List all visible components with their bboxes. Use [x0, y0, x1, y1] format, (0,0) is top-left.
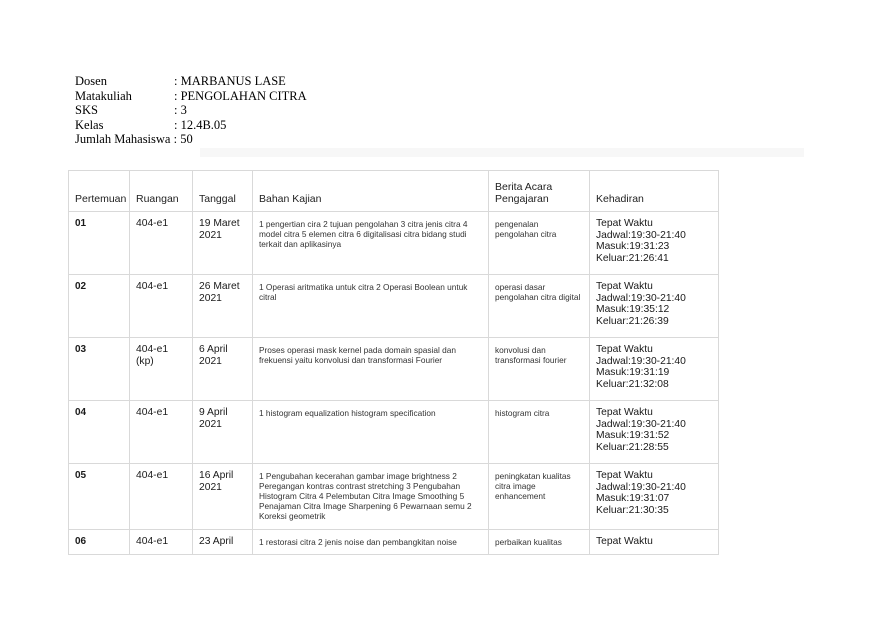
info-value: : 3 [174, 103, 187, 118]
cell-kehadiran [590, 212, 719, 275]
attendance-checkin: Masuk:19:31:07 [596, 493, 670, 505]
cell-kehadiran [590, 530, 719, 555]
col-header-tanggal: Tanggal [193, 171, 253, 212]
cell-tanggal: 23 April [193, 530, 253, 555]
cell-bahan-kajian: 1 pengertian cira 2 tujuan pengolahan 3 citra jenis citra 4 model citra 5 elemen citra 6 digitalisasi citra bidang studi terkait dan aplikasinya [253, 212, 489, 275]
cell-bahan-kajian: 1 Operasi aritmatika untuk citra 2 Operasi Boolean untuk citral [253, 275, 489, 338]
attendance-schedule: Jadwal:19:30-21:40 [596, 355, 686, 367]
cell-ruangan: 404-e1 [130, 401, 193, 464]
info-row-dosen [75, 74, 307, 89]
info-label: Dosen [75, 74, 107, 88]
cell-kehadiran [590, 338, 719, 401]
cell-ruangan: 404-e1 [130, 275, 193, 338]
cell-bahan-kajian: Proses operasi mask kernel pada domain spasial dan frekuensi yaitu konvolusi dan transformasi Fourier [253, 338, 489, 401]
table-header-row [69, 171, 719, 212]
col-header-ruangan: Ruangan [130, 171, 193, 212]
attendance-checkin: Masuk:19:31:19 [596, 367, 670, 379]
attendance-checkout: Keluar:21:30:35 [596, 504, 669, 516]
table-row [69, 275, 719, 338]
cell-ruangan: 404-e1 [130, 212, 193, 275]
attendance-status: Tepat Waktu [596, 470, 653, 481]
attendance-status: Tepat Waktu [596, 407, 653, 418]
info-label: Jumlah Mahasiswa [75, 132, 171, 147]
table-row [69, 212, 719, 275]
cell-tanggal: 16 April 2021 [193, 464, 253, 530]
info-row-sks [75, 103, 307, 118]
cell-tanggal: 9 April 2021 [193, 401, 253, 464]
info-value: : MARBANUS LASE [174, 74, 286, 88]
cell-tanggal: 6 April 2021 [193, 338, 253, 401]
cell-ruangan: 404-e1 [130, 530, 193, 555]
info-row-kelas [75, 118, 307, 133]
cell-ruangan: 404-e1 (kp) [130, 338, 193, 401]
cell-kehadiran [590, 275, 719, 338]
info-value: : 12.4B.05 [174, 117, 227, 132]
cell-berita-acara: histogram citra [489, 401, 590, 464]
info-label: Kelas [75, 117, 104, 132]
col-header-berita-acara: Berita Acara Pengajaran [489, 171, 590, 212]
attendance-table [68, 170, 719, 555]
cell-pertemuan: 02 [69, 275, 130, 338]
attendance-checkout: Keluar:21:32:08 [596, 378, 669, 390]
info-row-matakuliah [75, 89, 307, 104]
table-row [69, 401, 719, 464]
attendance-checkout: Keluar:21:26:41 [596, 252, 669, 264]
info-value: : PENGOLAHAN CITRA [174, 88, 307, 103]
attendance-checkout: Keluar:21:28:55 [596, 441, 669, 453]
info-label: SKS [75, 103, 98, 118]
cell-berita-acara: konvolusi dan transformasi fourier [489, 338, 590, 401]
info-label: Matakuliah [75, 88, 132, 103]
info-value: : 50 [173, 132, 193, 147]
cell-kehadiran [590, 464, 719, 530]
divider-band [200, 148, 804, 157]
cell-berita-acara: perbaikan kualitas [489, 530, 590, 555]
table-row [69, 530, 719, 555]
cell-bahan-kajian: 1 restorasi citra 2 jenis noise dan pembangkitan noise [253, 530, 489, 555]
cell-tanggal: 26 Maret 2021 [193, 275, 253, 338]
attendance-status: Tepat Waktu [596, 344, 653, 355]
attendance-schedule: Jadwal:19:30-21:40 [596, 418, 686, 430]
cell-berita-acara: operasi dasar pengolahan citra digital [489, 275, 590, 338]
attendance-status: Tepat Waktu [596, 281, 653, 292]
cell-tanggal: 19 Maret 2021 [193, 212, 253, 275]
attendance-status: Tepat Waktu [596, 218, 653, 229]
attendance-checkin: Masuk:19:35:12 [596, 304, 670, 316]
course-info-header [75, 74, 307, 147]
attendance-checkout: Keluar:21:26:39 [596, 315, 669, 327]
attendance-schedule: Jadwal:19:30-21:40 [596, 229, 686, 241]
cell-berita-acara: peningkatan kualitas citra image enhancement [489, 464, 590, 530]
cell-bahan-kajian: 1 Pengubahan kecerahan gambar image brightness 2 Peregangan kontras contrast stretching 3 Pengubahan Histogram Citra 4 Pelembutan Citra Image Smoothing 5 Penajaman Citra Image Sharpening 6 Pewarnaan semu 2 Koreksi geometrik [253, 464, 489, 530]
cell-kehadiran [590, 401, 719, 464]
info-row-jumlah-mahasiswa [75, 132, 307, 147]
attendance-schedule: Jadwal:19:30-21:40 [596, 292, 686, 304]
col-header-pertemuan: Pertemuan [69, 171, 130, 212]
cell-pertemuan: 06 [69, 530, 130, 555]
col-header-kehadiran: Kehadiran [590, 171, 719, 212]
col-header-bahan-kajian: Bahan Kajian [253, 171, 489, 212]
cell-pertemuan: 03 [69, 338, 130, 401]
table-row [69, 464, 719, 530]
cell-bahan-kajian: 1 histogram equalization histogram specification [253, 401, 489, 464]
cell-ruangan: 404-e1 [130, 464, 193, 530]
cell-pertemuan: 01 [69, 212, 130, 275]
attendance-checkin: Masuk:19:31:52 [596, 430, 670, 442]
attendance-status: Tepat Waktu [596, 536, 653, 547]
table-row [69, 338, 719, 401]
cell-pertemuan: 04 [69, 401, 130, 464]
attendance-checkin: Masuk:19:31:23 [596, 241, 670, 253]
attendance-schedule: Jadwal:19:30-21:40 [596, 481, 686, 493]
cell-pertemuan: 05 [69, 464, 130, 530]
cell-berita-acara: pengenalan pengolahan citra [489, 212, 590, 275]
